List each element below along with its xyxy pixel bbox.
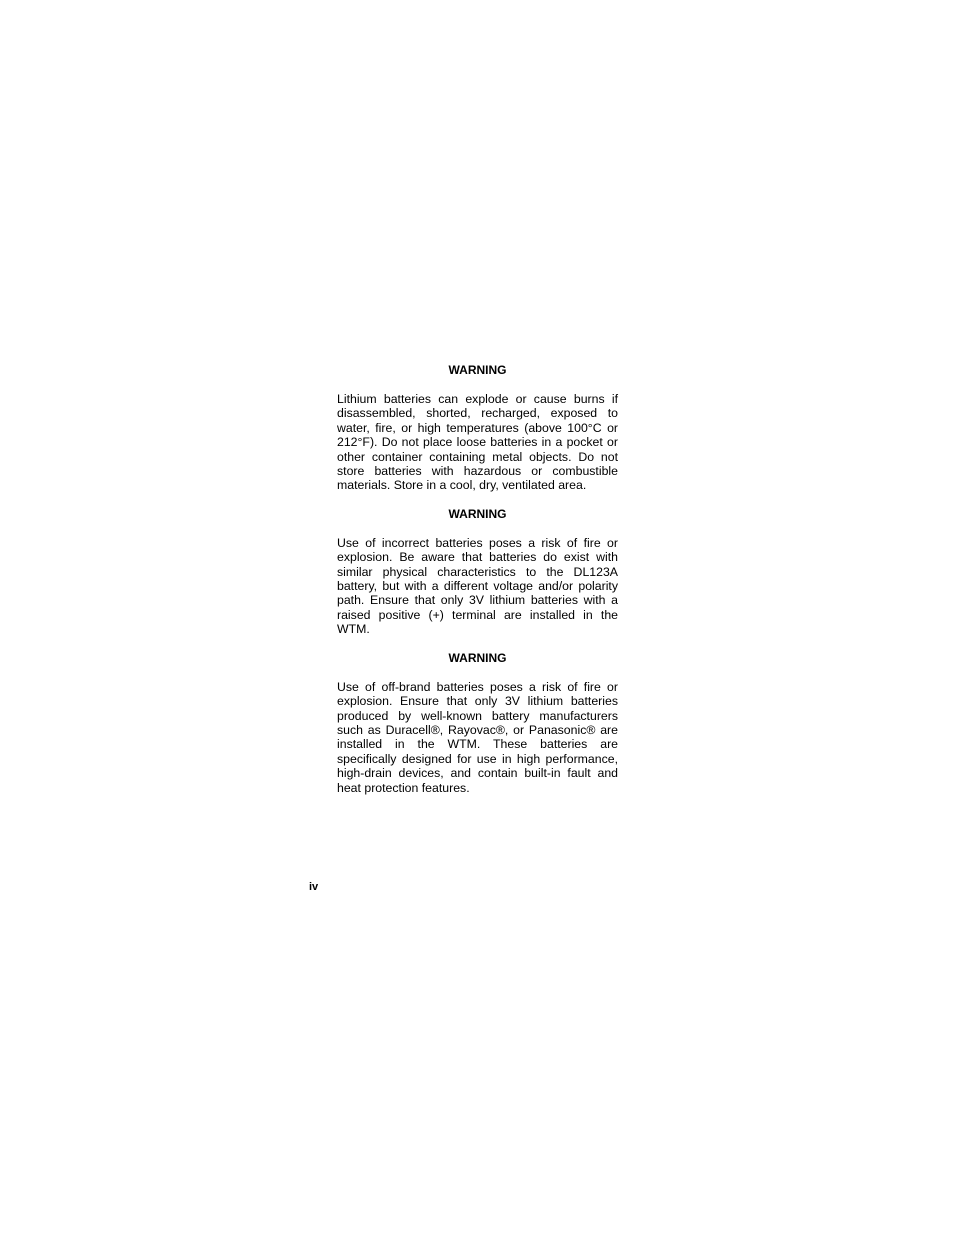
- warning-block-incorrect-batteries: [337, 507, 618, 637]
- warning-block-off-brand-batteries: [337, 651, 618, 795]
- warning-body-text: Use of incorrect batteries poses a risk of fire or explosion. Be aware that batteries do exist with similar physical characteristics to the DL123A battery, but with a different voltage and/or polarity path. Ensure that only 3V lithium batteries with a raised positive (+) terminal are installed in the WTM.: [337, 535, 618, 637]
- warning-body-text: Lithium batteries can explode or cause burns if disassembled, shorted, recharged, exposed to water, fire, or high temperatures (above 100°C or 212°F). Do not place loose batteries in a pocket or other container containing metal objects. Do not store batteries with hazardous or combustible materials. Store in a cool, dry, ventilated area.: [337, 392, 618, 493]
- warning-heading: WARNING: [448, 506, 507, 521]
- warnings-column: [337, 363, 618, 795]
- warning-body-text: Use of off-brand batteries poses a risk of fire or explosion. Ensure that only 3V lithium batteries produced by well-known battery manufacturers such as Duracell®, Rayovac®, or Panasonic® are installed in the WTM. These batteries are specifically designed for use in high performance, high-drain devices, and contain built-in fault and heat protection features.: [337, 679, 618, 795]
- page-number: iv: [309, 881, 319, 893]
- warning-heading: WARNING: [448, 363, 507, 377]
- warning-block-lithium: [337, 363, 618, 493]
- warning-heading: WARNING: [448, 650, 507, 665]
